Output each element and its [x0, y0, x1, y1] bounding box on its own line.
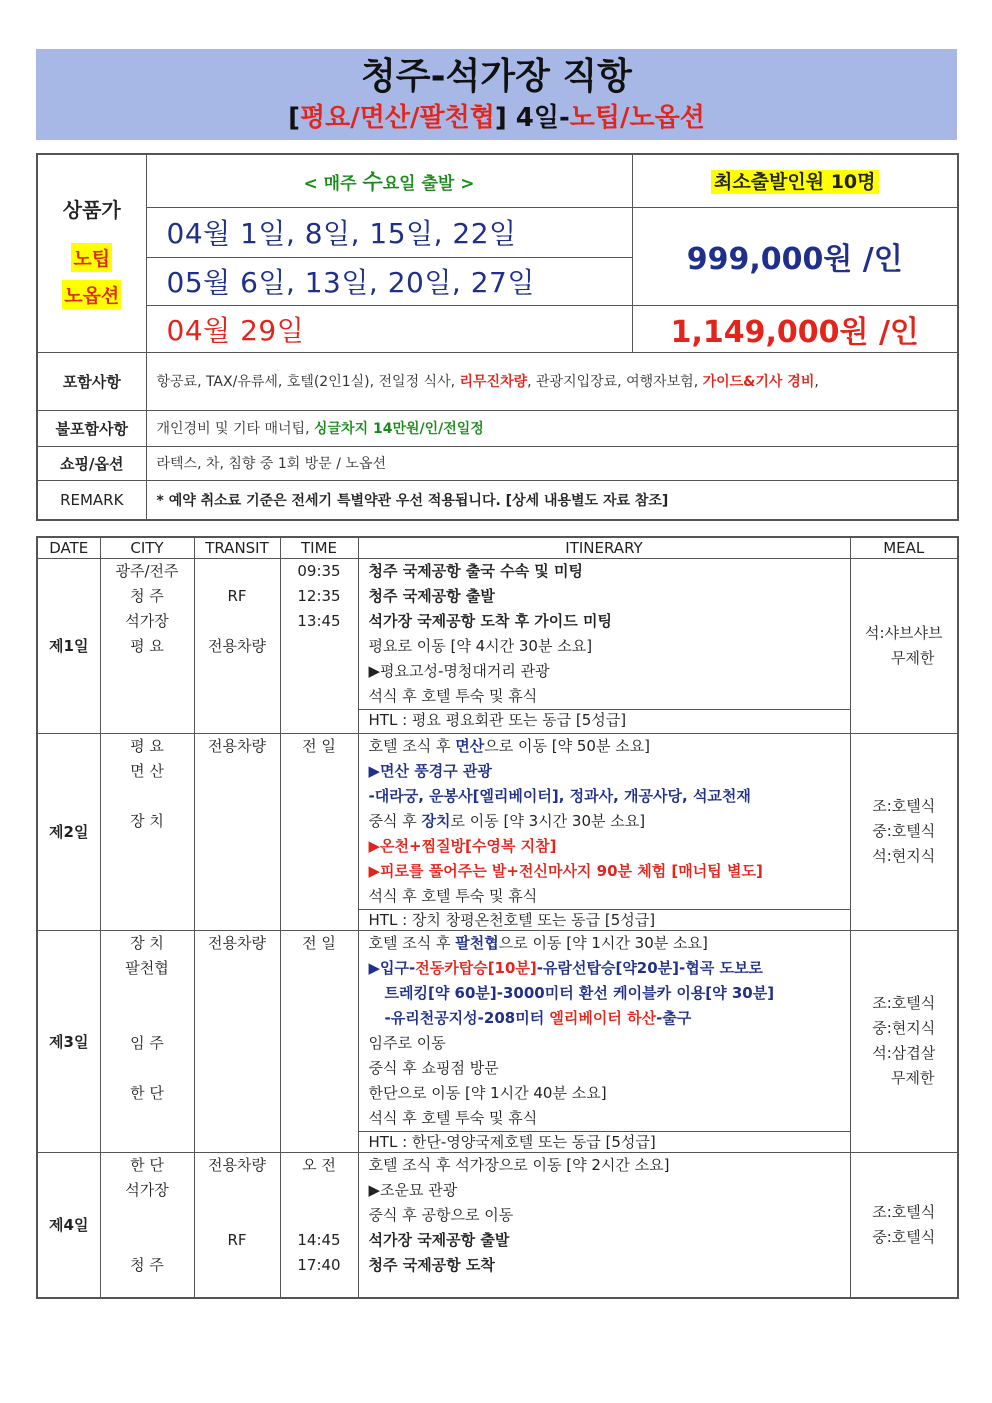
itinerary-line [359, 931, 850, 956]
day1-row [37, 558, 958, 733]
included-guide-fee: 가이드&기사 경비 [702, 374, 815, 390]
itinerary-line [359, 734, 850, 759]
col-time: TIME [280, 537, 358, 558]
line-part: 면산 [455, 736, 485, 755]
transit-item: RF [227, 1230, 247, 1249]
product-info-table [36, 153, 959, 521]
day2-label: 제2일 [37, 733, 100, 930]
price-label: 상품가 [62, 197, 121, 222]
price-label-cell [37, 154, 146, 352]
day1-meal [850, 558, 958, 733]
title-banner [36, 49, 957, 140]
city-item [101, 784, 194, 809]
weekly-day: 수 [362, 169, 383, 194]
single-charge: 싱글차지 14만원/인/전일정 [314, 421, 484, 437]
page-subtitle [36, 99, 957, 137]
meal-item: 조:호텔식 [872, 797, 936, 815]
day2-row [37, 733, 958, 930]
included-label: 포함사항 [37, 352, 146, 410]
transit-item: 전용차량 [208, 1155, 266, 1174]
col-date: DATE [37, 537, 100, 558]
itinerary-line: 트레킹[약 60분]-3000미터 환선 케이블카 이용[약 30분] [384, 983, 775, 1002]
dates-april: 04월 1일, 8일, 15일, 22일 [146, 207, 632, 257]
itinerary-line [359, 809, 850, 834]
day3-transit [194, 930, 280, 1152]
dates-special: 04월 29일 [146, 305, 632, 352]
meal-item: 석:현지식 [872, 847, 936, 865]
col-meal: MEAL [850, 537, 958, 558]
day4-row [37, 1152, 958, 1298]
transit-item [195, 559, 280, 584]
day2-time [280, 733, 358, 930]
transit-item: 전용차량 [208, 636, 266, 655]
itinerary-line: 임주로 이동 [368, 1033, 446, 1052]
city-item [101, 1203, 194, 1228]
page-title: 청주-석가장 직항 [361, 56, 632, 97]
city-item: 한 단 [130, 1083, 164, 1102]
hotel-line: HTL : 한단-영양국제호텔 또는 동급 [5성급] [359, 1131, 850, 1152]
city-item: 임 주 [130, 1033, 164, 1052]
day3-meal [850, 930, 958, 1152]
shopping-content: 라텍스, 차, 침향 중 1회 방문 / 노옵션 [146, 446, 958, 480]
time-item [281, 1178, 358, 1203]
itinerary-line: 청주 국제공항 도착 [368, 1255, 495, 1274]
city-item [101, 981, 194, 1006]
shopping-label: 쇼핑/옵션 [37, 446, 146, 480]
meal-item: 석:샤브샤브 [864, 623, 943, 642]
city-item: 청 주 [130, 586, 164, 605]
day3-itinerary [358, 930, 850, 1152]
itinerary-line: ▶면산 풍경구 관광 [368, 761, 492, 780]
city-item: 장 치 [130, 811, 164, 830]
itinerary-line: 석식 후 호텔 투숙 및 휴식 [368, 686, 538, 705]
city-item: 석가장 [125, 611, 169, 630]
day1-itinerary [358, 558, 850, 733]
col-transit: TRANSIT [194, 537, 280, 558]
time-item [281, 1203, 358, 1228]
meal-item: 석:삼겹살 [872, 1044, 936, 1062]
time-item: 14:45 [297, 1230, 341, 1249]
day1-time [280, 558, 358, 733]
time-item: 13:45 [297, 611, 341, 630]
line-part: 중식 후 [368, 811, 422, 830]
city-item: 청 주 [130, 1255, 164, 1274]
price-regular: 999,000원 /인 [632, 207, 958, 305]
hotel-line: HTL : 평요 평요회관 또는 동급 [5성급] [359, 709, 850, 730]
line-part: 로 이동 [약 3시간 30분 소요] [450, 811, 646, 830]
transit-item [195, 609, 280, 634]
weekly-suffix: 요일 출발 > [382, 173, 475, 194]
min-pax-text: 최소출발인원 10명 [711, 170, 879, 194]
city-item [101, 1228, 194, 1253]
hotel-line: HTL : 장치 창평온천호텔 또는 동급 [5성급] [359, 909, 850, 930]
meal-item: 조:호텔식 [872, 994, 936, 1012]
itinerary-line [359, 1006, 850, 1031]
subtitle-bracket-close: ] [494, 103, 507, 133]
city-item: 면 산 [130, 761, 164, 780]
meal-item: 무제한 [891, 648, 935, 667]
excluded-text: 개인경비 및 기타 매너팁, [156, 421, 314, 437]
line-part: 장치 [421, 811, 451, 830]
time-item: 09:35 [297, 561, 341, 580]
excluded-content [146, 410, 958, 446]
day4-itinerary [358, 1152, 850, 1298]
transit-item [195, 1203, 280, 1228]
itinerary-line: 석식 후 호텔 투숙 및 휴식 [368, 886, 538, 905]
itinerary-table [36, 536, 959, 1299]
day4-city [100, 1152, 194, 1298]
day2-meal [850, 733, 958, 930]
city-item: 광주/전주 [115, 561, 179, 580]
city-item: 평 요 [130, 636, 164, 655]
day2-itinerary [358, 733, 850, 930]
time-item: 12:35 [297, 586, 341, 605]
line-part: 엘리베이터 하산 [549, 1008, 657, 1027]
city-item [101, 1006, 194, 1031]
day2-transit [194, 733, 280, 930]
line-part: 전동카탑승[10분] [415, 958, 537, 977]
min-pax [632, 154, 958, 207]
itinerary-line: 중식 후 공항으로 이동 [368, 1205, 514, 1224]
itinerary-line: -대라궁, 운봉사[엘리베이터], 정과사, 개공사당, 석교천재 [368, 786, 751, 805]
meal-item: 중:호텔식 [872, 822, 936, 840]
remark-content: * 예약 취소료 기준은 전세기 특별약관 우선 적용됩니다. [상세 내용별도 자료 참조] [146, 480, 958, 520]
city-item: 평 요 [130, 736, 164, 755]
line-part: ▶입구- [368, 958, 416, 977]
price-special: 1,149,000원 /인 [632, 305, 958, 352]
line-part: 팔천협 [455, 933, 499, 952]
included-text: 항공료, TAX/유류세, 호텔(2인1실), 전일정 식사, [156, 374, 460, 390]
time-item: 17:40 [297, 1255, 341, 1274]
day4-meal [850, 1152, 958, 1298]
col-itinerary: ITINERARY [358, 537, 850, 558]
day4-time [280, 1152, 358, 1298]
city-item: 석가장 [125, 1180, 169, 1199]
itinerary-line: 석식 후 호텔 투숙 및 휴식 [368, 1108, 538, 1127]
included-mid: , 관광지입장료, 여행자보험, [527, 374, 703, 390]
line-part: -유리천공지성-208미터 [384, 1008, 550, 1027]
day2-city [100, 733, 194, 930]
line-part: 호텔 조식 후 [368, 933, 456, 952]
time-item: 전 일 [302, 933, 336, 952]
itinerary-line: 한단으로 이동 [약 1시간 40분 소요] [368, 1083, 607, 1102]
no-option-tag: 노옵션 [62, 280, 121, 309]
itinerary-line: 호텔 조식 후 석가장으로 이동 [약 2시간 소요] [368, 1155, 670, 1174]
included-end: , [814, 374, 819, 390]
remark-label: REMARK [37, 480, 146, 520]
itinerary-line: ▶온천+찜질방[수영복 지참] [368, 836, 557, 855]
transit-item: 전용차량 [208, 736, 266, 755]
no-tip-tag: 노팁 [71, 243, 112, 272]
day1-city [100, 558, 194, 733]
subtitle-tag: 노팁/노옵션 [569, 103, 705, 133]
time-item: 전 일 [302, 736, 336, 755]
city-item: 장 치 [130, 933, 164, 952]
itinerary-line: 중식 후 쇼핑점 방문 [368, 1058, 499, 1077]
included-limousine: 리무진차량 [459, 374, 528, 390]
weekly-departure [146, 154, 632, 207]
itinerary-line: ▶평요고성-명청대거리 관광 [368, 661, 550, 680]
itinerary-line: 석가장 국제공항 출발 [368, 1230, 510, 1249]
included-content [146, 352, 958, 410]
dates-may: 05월 6일, 13일, 20일, 27일 [146, 257, 632, 305]
day1-label: 제1일 [37, 558, 100, 733]
day3-time [280, 930, 358, 1152]
meal-item: 중:현지식 [872, 1019, 936, 1037]
itinerary-line: 청주 국제공항 출국 수속 및 미팅 [368, 561, 583, 580]
city-item [101, 1056, 194, 1081]
subtitle-bracket-open: [ [288, 103, 301, 133]
day4-transit [194, 1152, 280, 1298]
col-city: CITY [100, 537, 194, 558]
transit-item: RF [227, 586, 247, 605]
itinerary-line: 평요로 이동 [약 4시간 30분 소요] [368, 636, 593, 655]
meal-item: 무제한 [891, 1069, 935, 1087]
city-item: 팔천협 [125, 958, 169, 977]
itinerary-line: 청주 국제공항 출발 [368, 586, 495, 605]
day1-transit [194, 558, 280, 733]
day3-row [37, 930, 958, 1152]
line-part: 호텔 조식 후 [368, 736, 456, 755]
city-item: 한 단 [130, 1155, 164, 1174]
excluded-label: 불포함사항 [37, 410, 146, 446]
transit-item: 전용차량 [208, 933, 266, 952]
meal-item: 조:호텔식 [872, 1202, 936, 1221]
transit-item [195, 1178, 280, 1203]
line-part: 으로 이동 [약 50분 소요] [484, 736, 651, 755]
subtitle-regions: 평요/면산/팔천협 [300, 103, 495, 133]
subtitle-days: 4일- [506, 103, 570, 133]
line-part: 으로 이동 [약 1시간 30분 소요] [498, 933, 708, 952]
weekly-prefix: < 매주 [303, 173, 363, 194]
meal-item: 중:호텔식 [872, 1227, 936, 1246]
day3-label: 제3일 [37, 930, 100, 1152]
itinerary-line: 석가장 국제공항 도착 후 가이드 미팅 [368, 611, 612, 630]
day4-label: 제4일 [37, 1152, 100, 1298]
itinerary-line [359, 956, 850, 981]
time-item: 오 전 [302, 1155, 336, 1174]
itinerary-line: ▶피로를 풀어주는 발+전신마사지 90분 체험 [매너팁 별도] [368, 861, 763, 880]
itinerary-line: ▶조운묘 관광 [368, 1180, 458, 1199]
line-part: -유람선탑승[약20분]-협곡 도보로 [536, 958, 763, 977]
day3-city [100, 930, 194, 1152]
line-part: -출구 [656, 1008, 692, 1027]
